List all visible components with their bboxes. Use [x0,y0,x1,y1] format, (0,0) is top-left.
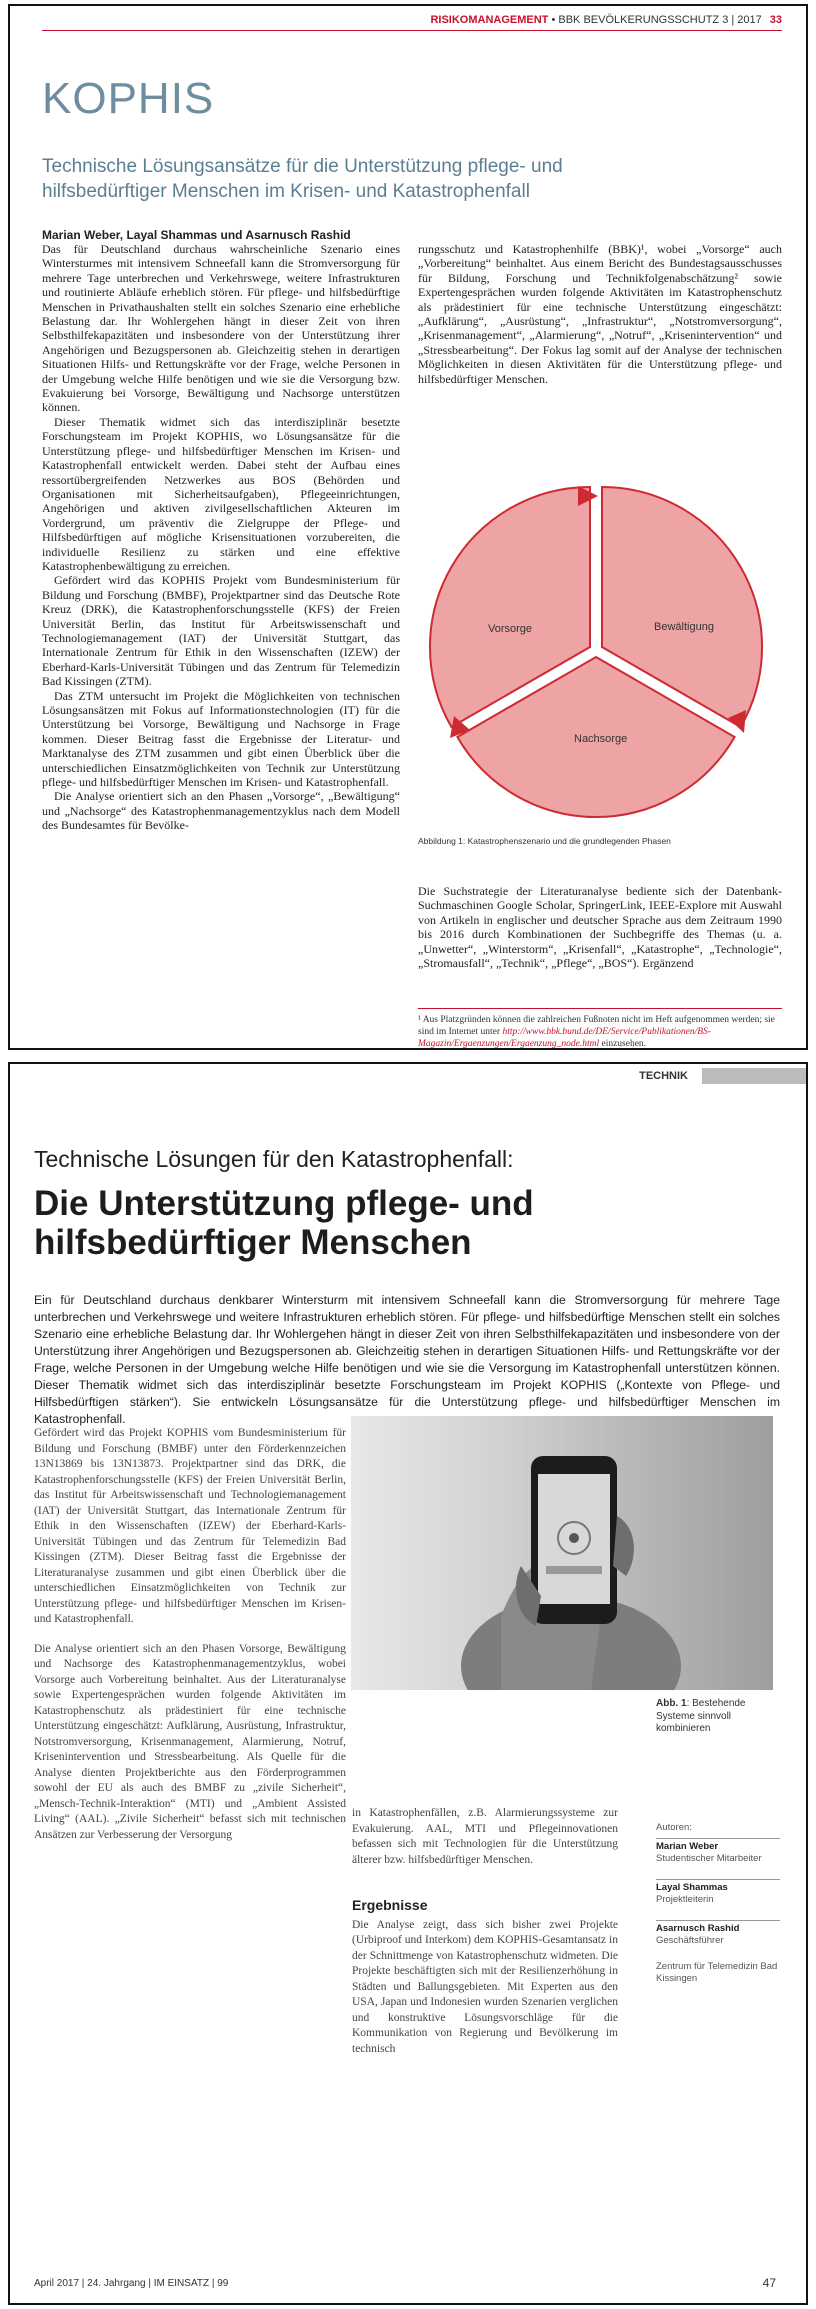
article-subtitle: Technische Lösungsansätze für die Unterstützung pflege- und hilfsbedürftiger Menschen im Krisen- und Katastrophenfall [42,156,563,202]
article-authors: Marian Weber, Layal Shammas und Asarnusch Rashid [42,228,351,242]
caption-text: : Bestehende Systeme sinnvoll kombinieren [656,1698,746,1734]
author-role: Studentischer Mitarbeiter [656,1853,762,1864]
magazine-page-technik [8,1062,808,2305]
photo-caption [656,1698,780,1736]
authors-label: Autoren: [656,1822,692,1833]
label-nachsorge: Nachsorge [574,733,628,745]
running-header [430,14,782,26]
header-page-number: 33 [769,14,782,26]
smartphone-illustration [351,1416,773,1690]
paragraph: Die Analyse orientiert sich an den Phasen „Vorsorge“, „Bewältigung“ und „Nachsorge“ des Katastrophenmanagementzyklus nach dem Modell des Bundesamtes für Bevölke- [42,789,400,833]
magazine-page-kophis [8,4,808,1050]
author-affiliation: Zentrum für Telemedizin Bad Kissingen [656,1961,778,1984]
author-box [656,1822,780,1985]
article-kicker: Technische Lösungen für den Katastrophenfall: [34,1146,514,1172]
paragraph: Dieser Thematik widmet sich das interdisziplinär besetzte Forschungsteam im Projekt KOPHIS, wo Lösungsansätze für die Unterstützung pflege- und hilfsbedürftiger Menschen im Krisen- und Katastrophenfall entwickelt werden. Dabei steht der Aufbau eines ressortübergreifenden Netzwerkes aus BOS (Behörden und Organisationen mit Sicherheitsaufgaben), Pflegeeinrichtungen, Angehörigen und aktiven zivilgesellschaftlichen Akteuren im Vordergrund, um präventiv die Zielgruppe der Pflege- und Hilfsbedürftigen auf mögliche Krisensituationen vorzubereiten, die individuelle Resilienz zu stärken und eine effektive Katastrophenbewältigung zu erreichen. [42,414,400,573]
paragraph: Das ZTM untersucht im Projekt die Möglichkeiten von technischen Lösungsansätzen mit Fokus auf Informationstechnologien (IT) für die Unterstützung bei Vorsorge, Bewältigung und Nachsorge in Frage kommen. Dieser Beitrag fasst die Ergebnisse der Literatur- und Marktanalyse des ZTM zusammen und gibt einen Überblick über die unterschiedlichen Einsatzmöglichkeiten von Technik zur Unterstützung pflege- und hilfsbedürftiger Menschen im Krisen- und Katastrophenfall. [42,688,400,790]
section-label: TECHNIK [639,1070,688,1082]
author-role: Projektleiterin [656,1894,714,1905]
caption-label: Abb. 1 [656,1698,687,1709]
paragraph: Das für Deutschland durchaus wahrscheinliche Szenario eines Wintersturmes mit intensivem Schneefall kann die Stromversorgung für mehrere Tage unterbrechen und Verkehrswege, weitere Infrastrukturen und routinierte Abläufe erheblich stören. Für pflege- und hilfsbedürftige Menschen in Privathaushalten stellt ein solches Szenario eine erhebliche Belastung dar. Ihr Wohlergehen hängt in dieser Zeit von ihren Selbsthilfekapazitäten und insbesondere von der Unterstützung ihrer Angehörigen und Bezugspersonen ab. Gleichzeitig stehen in derartigen Situationen Hilfs- und Rettungskräfte vor der Frage, welche Personen in der Umgebung welche Hilfe benötigen und wie sie die Versorgung bzw. Evakuierung bei Vorsorge, Bewältigung und Nachsorge unterstützen können. [42,242,400,415]
section-tab [639,1068,806,1084]
author-entry [656,1838,780,1865]
footnote-text-end: einzusehen. [599,1039,647,1049]
page-footer: April 2017 | 24. Jahrgang | IM EINSATZ | 99 [34,2278,229,2289]
text-column-middle [352,1806,618,2057]
text-column-right-lower [418,884,782,970]
article-lead: Ein für Deutschland durchaus denkbarer Wintersturm mit intensivem Schneefall kann die Stromversorgung für mehrere Tage unterbrechen und Verkehrswege und weitere Infrastrukturen erheblich stören. Für pflege- und hilfsbedürftige Menschen stellt ein solches Szenario eine erhebliche Belastung dar. Ihr Wohlergehen hängt in dieser Zeit von ihren Selbsthilfekapazitäten und insbesondere von der Unterstützung ihrer Angehörigen und Bezugspersonen ab. Gleichzeitig stehen in derartigen Situationen Hilfs- und Rettungskräfte vor der Frage, welche Personen in der Umgebung welche Hilfe benötigen und wie sie die Versorgung im Katastrophenfall unterstützen können. Dieser Thematik widmet sich das interdisziplinär besetzte Forschungsteam im Projekt KOPHIS („Kontexte von Pflege- und Hilfsbedürftigen stärken“). Sie entwickeln Lösungsansätze für die Unterstützung pflege- und hilfsbedürftiger Menschen im Katastrophenfall. [34,1293,780,1426]
paragraph: Die Suchstrategie der Literaturanalyse bediente sich der Datenbank-Suchmaschinen Google Scholar, SpringerLink, IEEE-Explore mit Auswahl von Artikeln in englischer und deutscher Sprache aus dem Zeitraum 1990 bis 2016 durch Kombinationen der Suchbegriffe des Themas (u. a. „Unwetter“, „Winterstorm“, „Krisenfall“, „Katastrophe“, „Technologie“, „Stromausfall“, „Technik“, „Pflege“, „BOS“). Ergänzend [418,884,782,971]
paragraph: Gefördert wird das KOPHIS Projekt vom Bundesministerium für Bildung und Forschung (BMBF), Projektpartner sind das Deutsche Rote Kreuz (DRK), die Katastrophenforschungsstelle (KFS) der Freien Universität Berlin, das Institut für Arbeitswissenschaft und Technologiemanagement (IAT) der Universität Stuttgart, das Internationale Zentrum für Ethik in den Wissenschaften (IZEW) der Eberhard-Karls-Universität Tübingen und das Zentrum für Telemedizin Bad Kissingen (ZTM). [42,573,400,689]
paragraph: in Katastrophenfällen, z.B. Alarmierungssysteme zur Evakuierung. AAL, MTI und Pflegeinnovationen befassen sich mit Technologien für die Unterstützung älterer bzw. hilfsbedürftiger Menschen. [352,1807,618,1866]
figure-caption: Abbildung 1: Katastrophenszenario und die grundlegenden Phasen [418,836,671,846]
text-column-left [34,1426,346,1857]
text-column-left [42,242,400,833]
footnote [418,1014,782,1050]
photo-hand-holding-smartphone [351,1416,773,1690]
header-magazine: BBK BEVÖLKERUNGSSCHUTZ 3 | 2017 [558,14,762,26]
label-vorsorge: Vorsorge [488,623,533,635]
paragraph: Die Analyse orientiert sich an den Phasen Vorsorge, Bewältigung und Nachsorge des Katastrophenmanagementzyklus, wobei Vorsorge auch Vorbereitung beinhaltet. Aus der Literaturanalyse sowie Expertengesprächen wurden folgende Aktivitäten im Katastrophenschutz als prädestiniert für eine technische Unterstützung eingeschätzt: Aufklärung, Ausrüstung, Infrastruktur, Notstromversorgung, Krisenmanagement, Alarmierung, Notruf, Krisenintervention und Stressbearbeitung. Als Quelle für die Analyse dienten Projektberichte aus den Förderprogrammen sowohl der EU als auch des BMBF zu „zivile Sicherheit“, „Mensch-Technik-Interaktion“ (MTI) und „Ambient Assisted Living“ (AAL). „Zivile Sicherheit“ befasst sich mit technischen Ansätzen zur Verbesserung der Versorgung [34,1642,346,1841]
author-entry [656,1879,780,1906]
header-separator: • [548,14,559,26]
footnote-rule [418,1008,782,1009]
header-rule [42,30,782,31]
footnote-link[interactable]: http://www.bbk.bund.de/DE/Service/Publikationen/BS-Magazin/Ergaenzungen/Ergaenzung_node.html [418,1027,711,1049]
author-role: Geschäftsführer [656,1935,724,1946]
author-name: Asarnusch Rashid [656,1920,780,1935]
author-name: Marian Weber [656,1838,780,1853]
text-column-right [418,242,782,386]
phase-cycle-diagram [426,480,766,820]
author-name: Layal Shammas [656,1879,780,1894]
page-number: 47 [762,2276,776,2290]
footnote-text: ¹ Aus Platzgründen können die zahlreichen Fußnoten nicht im Heft aufgenommen werden; sie sind im Internet unter [418,1015,775,1037]
article-title: Die Unterstützung pflege- und hilfsbedürftiger Menschen [34,1184,534,1262]
section-heading: Ergebnisse [352,1897,428,1913]
header-section: RISIKOMANAGEMENT [430,14,549,26]
author-entry [656,1920,780,1947]
page-title: KOPHIS [42,74,215,123]
paragraph: Die Analyse zeigt, dass sich bisher zwei Projekte (Urbiproof und Interkom) dem KOPHIS-Gesamtansatz in der Schnittmenge von Katastrophenschutz widmeten. Die Projekte beschäftigten sich mit der Resilienzerhöhung in Städten und Ballungsgebieten. Mit Experten aus den USA, Japan und Indonesien wurden Szenarien verglichen und konstruktive Lösungsvorschläge für die Kommunikation von Regierung und Bevölkerung im technisch [352,1918,618,2055]
paragraph: rungsschutz und Katastrophenhilfe (BBK)¹, wobei „Vorsorge“ auch „Vorbereitung“ beinhaltet. Aus einem Bericht des Bundestagsausschusses für Bildung, Forschung und Technikfolgenabschätzung² sowie Expertengesprächen wurden folgende Aktivitäten im Katastrophenschutz als prädestiniert für eine technische Unterstützung eingeschätzt: „Aufklärung“, „Ausrüstung“, „Infrastruktur“, „Notstromversorgung“, „Krisenmanagement“, „Alarmierung“, „Notruf“, „Krisenintervention“ und „Stressbearbeitung“. Der Fokus lag somit auf der Analyse der technischen Möglichkeiten in diesen Aktivitäten für die Unterstützung pflege- und hilfsbedürftiger Menschen. [418,242,782,386]
label-bewaeltigung: Bewältigung [654,621,714,633]
paragraph: Gefördert wird das Projekt KOPHIS vom Bundesministerium für Bildung und Forschung (BMBF) unter den Förderkennzeichen 13N13869 bis 13N13873. Projektpartner sind das DRK, die Katastrophenforschungsstelle (KFS) der Freien Universität Berlin, das Institut für Arbeitswissenschaft und Technologiemanagement (IAT) der Universität Stuttgart, das Internationale Zentrum für Ethik in den Wissenschaften (IZEW) der Eberhard-Karls-Universität Tübingen und das Zentrum für Telemedizin Bad Kissingen (ZTM). Dieser Beitrag fasst die Ergebnisse der Literaturanalyse zusammen und gibt einen Überblick über die unterschiedlichen Einsatzmöglichkeiten von Technik zur Unterstützung pflege- und hilfsbedürftiger Menschen im Krisen- und Katastrophenfall. [34,1427,346,1625]
